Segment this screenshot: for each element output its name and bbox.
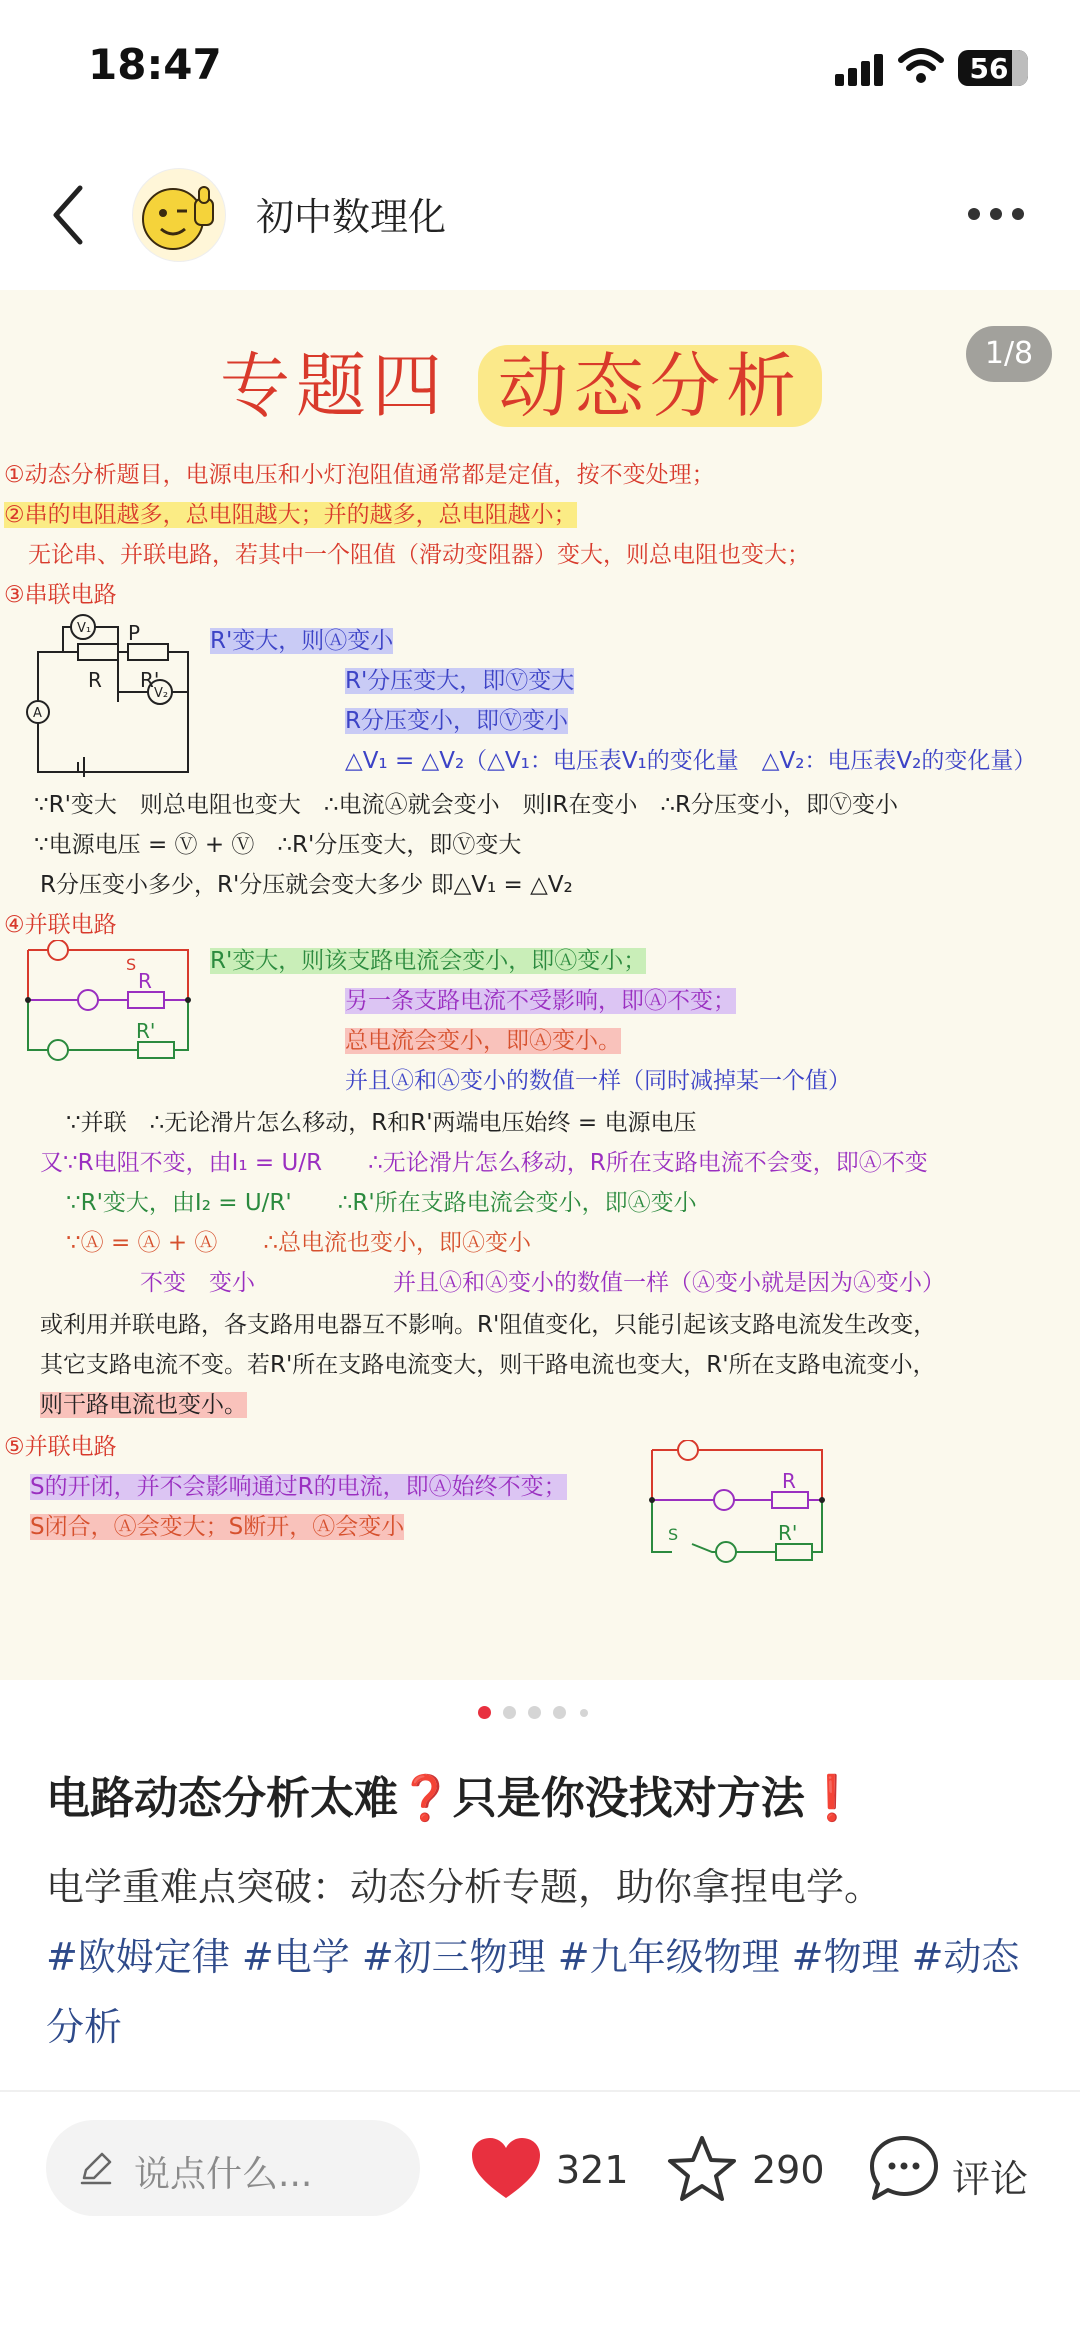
favorite-button[interactable] — [666, 2134, 826, 2204]
divider — [0, 2090, 1080, 2092]
note-line: 不变 变小 并且Ⓐ和Ⓐ变小的数值一样（Ⓐ变小就是因为Ⓐ变小） — [140, 1270, 945, 1296]
note-line: 或利用并联电路，各支路用电器互不影响。R'阻值变化，只能引起该支路电流发生改变， — [40, 1312, 937, 1338]
note-line: 无论串、并联电路，若其中一个阻值（滑动变阻器）变大，则总电阻也变大； — [28, 542, 810, 568]
note-title — [220, 330, 822, 431]
post-body — [46, 1852, 1036, 2062]
note-line: △V₁ = △V₂（△V₁：电压表V₁的变化量 △V₂：电压表V₂的变化量） — [345, 748, 1037, 774]
star-icon — [666, 2134, 738, 2204]
note-line: 又∵R电阻不变，由I₁ = U/R ∴无论滑片怎么移动，R所在支路电流不会变，即Ⓐ不变 — [40, 1150, 928, 1176]
comment-placeholder: 说点什么... — [134, 2154, 313, 2195]
author-name[interactable]: 初中数理化 — [256, 195, 447, 239]
battery-level: 56 — [969, 52, 1009, 85]
svg-text:R: R — [782, 1469, 796, 1493]
bottom-action-bar — [0, 2120, 1080, 2220]
status-time: 18:47 — [88, 40, 222, 89]
note-line: ③串联电路 — [4, 582, 117, 608]
parallel-circuit-switch-diagram — [642, 1440, 832, 1590]
wifi-icon — [898, 46, 944, 86]
comment-bubble-icon — [868, 2134, 940, 2204]
back-icon[interactable] — [42, 180, 102, 250]
svg-text:S: S — [126, 955, 137, 974]
note-line: R分压变小，即Ⓥ变小 — [345, 708, 568, 734]
like-count: 321 — [556, 2148, 629, 2192]
svg-text:P: P — [128, 621, 141, 645]
note-line: ∵Ⓐ = Ⓐ + Ⓐ ∴总电流也变小，即Ⓐ变小 — [66, 1230, 532, 1256]
svg-text:R': R' — [140, 668, 160, 692]
svg-text:V₂: V₂ — [154, 686, 169, 701]
comment-input[interactable] — [46, 2120, 420, 2216]
note-line: S的开闭，并不会影响通过R的电流，即Ⓐ始终不变； — [30, 1474, 567, 1500]
nav-header — [0, 150, 1080, 280]
carousel-dots — [0, 1706, 1080, 1726]
series-circuit-diagram — [18, 612, 208, 802]
like-button[interactable] — [470, 2134, 630, 2204]
svg-text:R: R — [138, 969, 152, 993]
carousel-dot — [528, 1706, 541, 1719]
note-line: R分压变小多少，R'分压就会变大多少 即△V₁ = △V₂ — [40, 872, 573, 898]
heart-icon — [470, 2136, 542, 2202]
note-line: ②串的电阻越多，总电阻越大；并的越多，总电阻越小； — [4, 502, 577, 528]
carousel-dot-active — [478, 1706, 491, 1719]
svg-text:R: R — [88, 668, 102, 692]
question-mark-emoji: ❓ — [398, 1773, 453, 1824]
carousel-dot — [503, 1706, 516, 1719]
note-line: 则干路电流也变小。 — [40, 1392, 247, 1418]
avatar[interactable] — [132, 168, 226, 262]
note-line: ∵电源电压 = Ⓥ + Ⓥ ∴R'分压变大，即Ⓥ变大 — [34, 832, 522, 858]
status-bar — [0, 0, 1080, 140]
note-title-right: 动态分析 — [478, 345, 822, 427]
note-image[interactable] — [0, 290, 1080, 1680]
page-indicator: 1/8 — [966, 326, 1052, 382]
post-tags[interactable]: #欧姆定律 #电学 #初三物理 #九年级物理 #物理 #动态分析 — [46, 1935, 1020, 2049]
favorite-count: 290 — [752, 2148, 825, 2192]
note-line: ∵R'变大 则总电阻也变大 ∴电流Ⓐ就会变小 则IR在变小 ∴R分压变小，即Ⓥ变小 — [34, 792, 898, 818]
post-title: 电路动态分析太难❓只是你没找对方法❗ — [46, 1773, 860, 1824]
svg-text:R': R' — [778, 1521, 798, 1545]
comment-label: 评论 — [952, 2157, 1029, 2201]
svg-text:V₁: V₁ — [77, 621, 92, 636]
more-options-icon[interactable] — [968, 208, 1028, 224]
note-line: ∵R'变大，由I₂ = U/R' ∴R'所在支路电流会变小，即Ⓐ变小 — [66, 1190, 697, 1216]
note-line: 并且Ⓐ和Ⓐ变小的数值一样（同时减掉某一个值） — [345, 1068, 851, 1094]
note-line: ④并联电路 — [4, 912, 117, 938]
emoji-thumbs-up-icon — [133, 169, 226, 262]
note-line: 总电流会变小，即Ⓐ变小。 — [345, 1028, 621, 1054]
note-line: R'变大，则Ⓐ变小 — [210, 628, 394, 654]
signal-icon — [835, 52, 885, 86]
note-line: R'分压变大，即Ⓥ变大 — [345, 668, 575, 694]
pen-icon — [78, 2150, 114, 2186]
svg-text:S: S — [668, 1525, 679, 1544]
note-line: 另一条支路电流不受影响，即Ⓐ不变； — [345, 988, 736, 1014]
exclamation-emoji: ❗ — [804, 1773, 860, 1824]
note-line: ∵并联 ∴无论滑片怎么移动，R和R'两端电压始终 = 电源电压 — [66, 1110, 697, 1136]
parallel-circuit-diagram — [18, 940, 208, 1090]
carousel-dot — [580, 1709, 588, 1717]
note-line: S闭合，Ⓐ会变大；S断开，Ⓐ会变小 — [30, 1514, 405, 1540]
note-title-left: 专题四 — [220, 345, 448, 427]
svg-text:R': R' — [136, 1019, 156, 1043]
note-line: ⑤并联电路 — [4, 1434, 117, 1460]
carousel-dot — [553, 1706, 566, 1719]
note-line: ①动态分析题目，电源电压和小灯泡阻值通常都是定值，按不变处理； — [4, 462, 715, 488]
battery-icon — [958, 50, 1028, 86]
note-line: 其它支路电流不变。若R'所在支路电流变大，则干路电流也变大，R'所在支路电流变小， — [40, 1352, 936, 1378]
post-description: 电学重难点突破：动态分析专题，助你拿捏电学。 — [46, 1865, 883, 1909]
note-line: R'变大，则该支路电流会变小，即Ⓐ变小； — [210, 948, 647, 974]
comment-button[interactable] — [868, 2134, 1048, 2204]
svg-text:A: A — [33, 706, 42, 721]
